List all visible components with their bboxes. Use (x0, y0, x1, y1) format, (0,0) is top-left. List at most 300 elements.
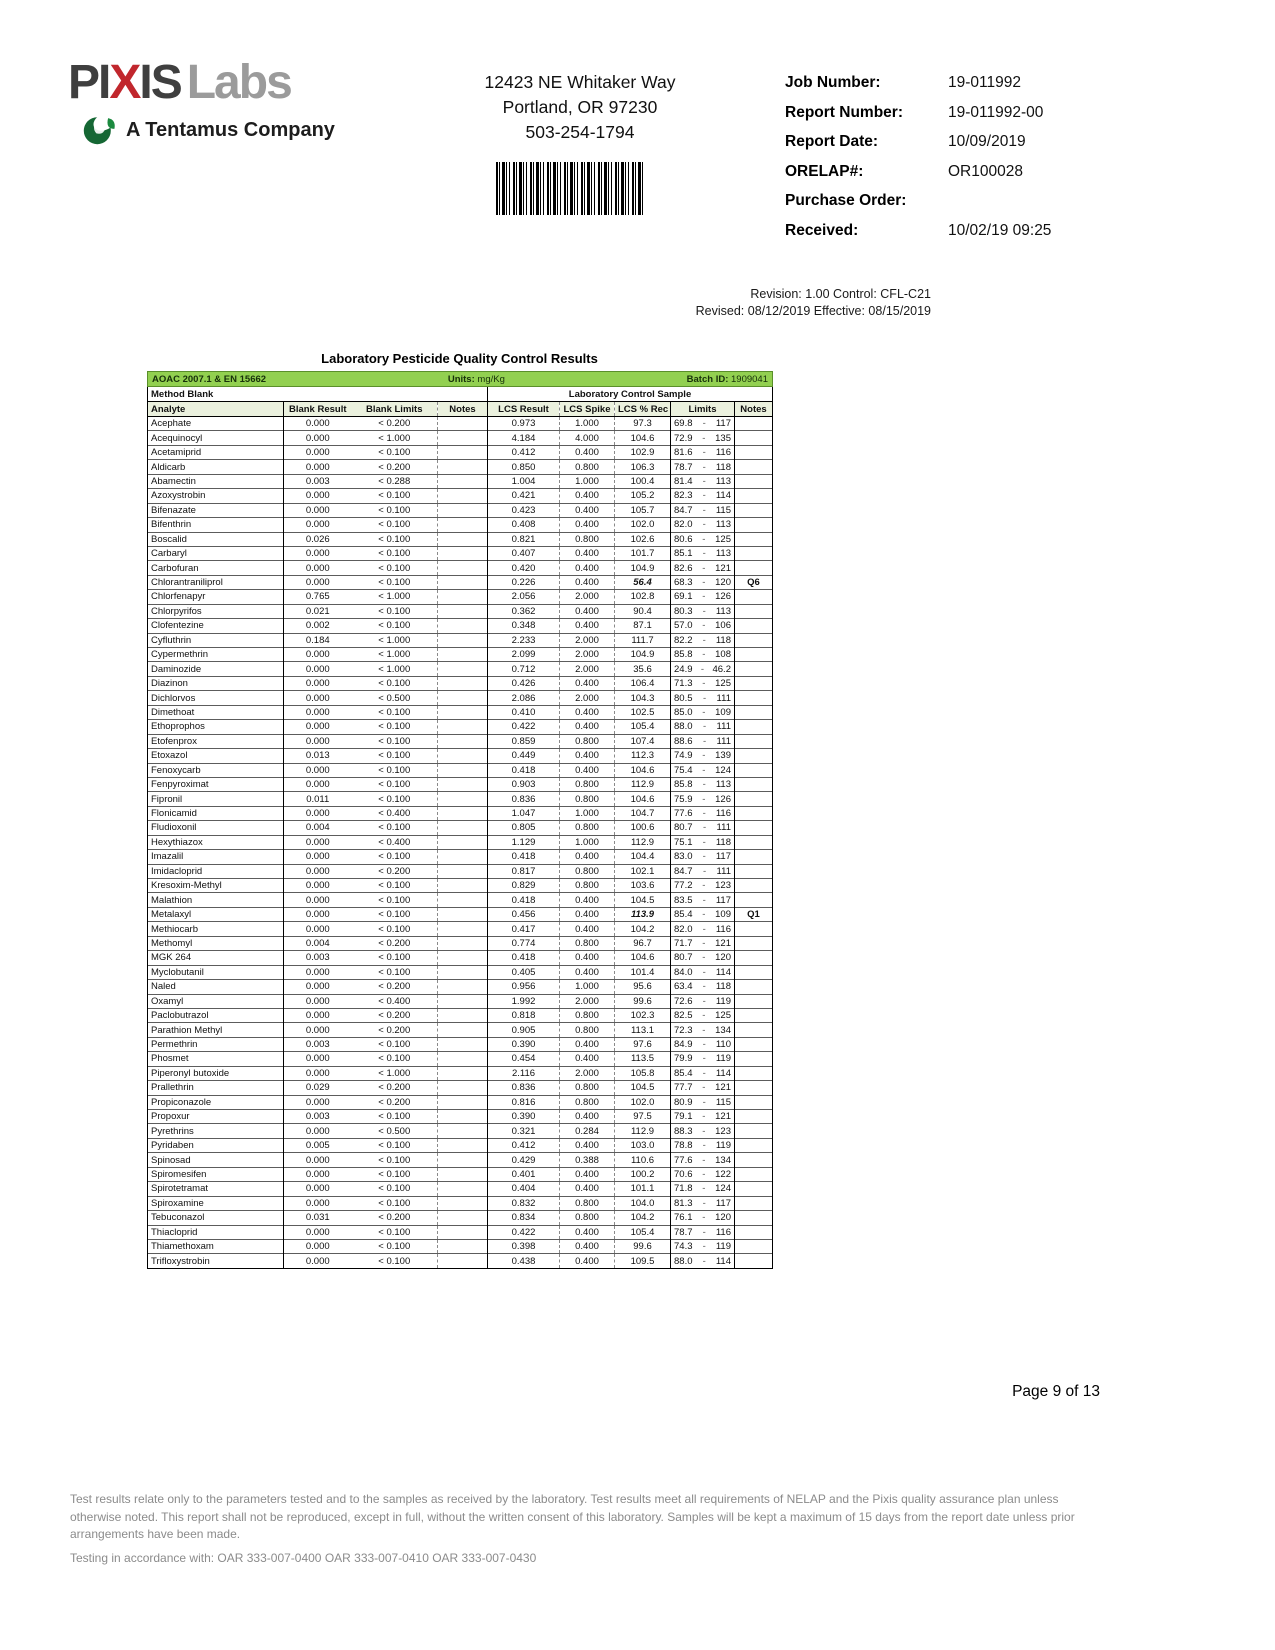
limits-cell (671, 619, 735, 633)
lcs-spike-cell: 0.800 (560, 879, 615, 893)
analyte-cell: Parathion Methyl (148, 1023, 284, 1037)
blank-limits-cell: < 0.100 (352, 546, 438, 560)
blank-result-cell: 0.003 (284, 474, 352, 488)
blank-result-cell: 0.000 (284, 1052, 352, 1066)
blank-limits-cell: < 0.100 (352, 821, 438, 835)
limits-cell (671, 1110, 735, 1124)
lcs-notes-cell (735, 691, 773, 705)
lcs-spike-cell: 0.400 (560, 561, 615, 575)
lcs-result-cell: 0.456 (488, 907, 560, 921)
lcs-spike-cell: 0.400 (560, 1052, 615, 1066)
blank-result-cell: 0.000 (284, 1095, 352, 1109)
blank-notes-cell (438, 734, 488, 748)
lcs-spike-cell: 2.000 (560, 662, 615, 676)
blank-result-cell: 0.000 (284, 907, 352, 921)
blank-limits-cell: < 0.100 (352, 1182, 438, 1196)
lcs-rec-cell: 111.7 (615, 633, 671, 647)
limit-low: 81.3 (674, 1197, 693, 1209)
lcs-spike-cell: 0.400 (560, 1110, 615, 1124)
limits-cell (671, 907, 735, 921)
table-row (148, 546, 773, 560)
limit-high: 114 (715, 1067, 731, 1079)
blank-limits-cell: < 0.200 (352, 980, 438, 994)
limit-high: 117 (715, 1197, 731, 1209)
limit-high: 118 (715, 461, 731, 473)
limit-low: 85.4 (674, 1067, 693, 1079)
blank-result-cell: 0.000 (284, 922, 352, 936)
blank-notes-cell (438, 994, 488, 1008)
blank-notes-cell (438, 546, 488, 560)
lcs-notes-cell (735, 980, 773, 994)
limits-cell (671, 835, 735, 849)
limit-high: 119 (715, 1241, 731, 1253)
blank-result-cell: 0.000 (284, 835, 352, 849)
limit-dash: - (702, 1125, 706, 1137)
blank-notes-cell (438, 532, 488, 546)
limit-dash: - (702, 851, 706, 863)
limit-low: 88.6 (674, 735, 693, 747)
lcs-result-cell: 0.817 (488, 864, 560, 878)
blank-limits-cell: < 0.100 (352, 676, 438, 690)
limit-dash: - (702, 533, 706, 545)
table-row (148, 460, 773, 474)
lcs-notes-cell (735, 922, 773, 936)
blank-limits-cell: < 0.200 (352, 1095, 438, 1109)
table-row (148, 1008, 773, 1022)
blank-result-cell: 0.000 (284, 1239, 352, 1253)
job-number-label: Job Number: (785, 74, 881, 91)
limit-low: 85.8 (674, 649, 693, 661)
blank-notes-cell (438, 575, 488, 589)
limit-high: 118 (715, 634, 731, 646)
lcs-result-cell: 0.398 (488, 1239, 560, 1253)
table-row (148, 619, 773, 633)
lcs-notes-cell (735, 619, 773, 633)
lcs-spike-cell: 2.000 (560, 691, 615, 705)
lcs-result-cell: 0.410 (488, 705, 560, 719)
blank-limits-cell: < 0.100 (352, 749, 438, 763)
lcs-spike-cell: 0.400 (560, 1239, 615, 1253)
lcs-spike-cell: 0.400 (560, 445, 615, 459)
limits-cell (671, 1066, 735, 1080)
lcs-rec-cell: 96.7 (615, 936, 671, 950)
limits-cell (671, 503, 735, 517)
limits-cell (671, 1196, 735, 1210)
blank-result-cell: 0.000 (284, 879, 352, 893)
lcs-rec-cell: 102.5 (615, 705, 671, 719)
limits-cell (671, 691, 735, 705)
lcs-result-cell: 0.850 (488, 460, 560, 474)
limit-dash: - (702, 678, 706, 690)
analyte-cell: Hexythiazox (148, 835, 284, 849)
analyte-cell: Dichlorvos (148, 691, 284, 705)
blank-notes-cell (438, 561, 488, 575)
lcs-rec-cell: 102.1 (615, 864, 671, 878)
col-analyte: Analyte (148, 402, 284, 417)
purchase-order-label: Purchase Order: (785, 192, 907, 209)
limit-low: 72.9 (674, 432, 693, 444)
blank-result-cell: 0.184 (284, 633, 352, 647)
blank-notes-cell (438, 821, 488, 835)
logo-labs: Labs (186, 56, 291, 109)
lcs-result-cell: 0.417 (488, 922, 560, 936)
lcs-result-cell: 0.973 (488, 417, 560, 431)
blank-result-cell: 0.021 (284, 604, 352, 618)
blank-limits-cell: < 0.100 (352, 1239, 438, 1253)
limit-high: 46.2 (712, 663, 731, 675)
lcs-notes-cell (735, 546, 773, 560)
analyte-cell: Thiamethoxam (148, 1239, 284, 1253)
limits-cell (671, 561, 735, 575)
blank-notes-cell (438, 864, 488, 878)
limit-high: 121 (715, 1082, 731, 1094)
lcs-rec-cell: 104.0 (615, 1196, 671, 1210)
lcs-spike-cell: 0.800 (560, 1008, 615, 1022)
blank-limits-cell: < 0.100 (352, 763, 438, 777)
lcs-notes-cell (735, 590, 773, 604)
lcs-spike-cell: 0.800 (560, 532, 615, 546)
limits-cell (671, 1167, 735, 1181)
lcs-spike-cell: 0.800 (560, 460, 615, 474)
limit-high: 111 (716, 822, 731, 834)
limit-dash: - (702, 779, 706, 791)
limit-dash: - (702, 1226, 706, 1238)
analyte-cell: Pyridaben (148, 1138, 284, 1152)
blank-notes-cell (438, 604, 488, 618)
table-row (148, 604, 773, 618)
lcs-spike-cell: 0.800 (560, 1196, 615, 1210)
lcs-spike-cell: 0.400 (560, 604, 615, 618)
limit-high: 111 (716, 721, 731, 733)
received-value: 10/02/19 09:25 (948, 221, 1052, 239)
limit-dash: - (702, 937, 706, 949)
lcs-spike-cell: 0.400 (560, 720, 615, 734)
lcs-rec-cell: 105.4 (615, 1225, 671, 1239)
lcs-spike-cell: 2.000 (560, 633, 615, 647)
limit-low: 71.8 (674, 1183, 693, 1195)
lcs-notes-cell (735, 763, 773, 777)
limit-high: 120 (715, 577, 731, 589)
lcs-spike-cell: 0.400 (560, 489, 615, 503)
lcs-result-cell: 0.712 (488, 662, 560, 676)
limit-high: 119 (715, 1140, 731, 1152)
blank-limits-cell: < 0.100 (352, 561, 438, 575)
analyte-cell: Fipronil (148, 792, 284, 806)
blank-limits-cell: < 0.400 (352, 994, 438, 1008)
limit-low: 83.0 (674, 851, 693, 863)
lcs-notes-cell (735, 648, 773, 662)
analyte-cell: Azoxystrobin (148, 489, 284, 503)
table-row (148, 821, 773, 835)
blank-limits-cell: < 0.100 (352, 619, 438, 633)
received-label: Received: (785, 221, 859, 239)
lcs-result-cell: 0.859 (488, 734, 560, 748)
limits-cell (671, 1239, 735, 1253)
analyte-cell: Bifenthrin (148, 518, 284, 532)
analyte-cell: Kresoxim-Methyl (148, 879, 284, 893)
blank-notes-cell (438, 662, 488, 676)
blank-limits-cell: < 1.000 (352, 431, 438, 445)
col-lcs-spike: LCS Spike (560, 402, 615, 417)
limit-dash: - (702, 504, 706, 516)
limit-low: 77.7 (674, 1082, 693, 1094)
lcs-spike-cell: 0.800 (560, 936, 615, 950)
lcs-result-cell: 2.116 (488, 1066, 560, 1080)
analyte-cell: Propoxur (148, 1110, 284, 1124)
table-row (148, 936, 773, 950)
lcs-notes-cell (735, 850, 773, 864)
blank-limits-cell: < 1.000 (352, 1066, 438, 1080)
lcs-result-cell: 2.056 (488, 590, 560, 604)
lcs-rec-cell: 113.9 (615, 907, 671, 921)
analyte-cell: Myclobutanil (148, 965, 284, 979)
limit-high: 114 (715, 490, 731, 502)
table-row (148, 1254, 773, 1268)
blank-notes-cell (438, 489, 488, 503)
blank-notes-cell (438, 922, 488, 936)
blank-notes-cell (438, 1110, 488, 1124)
blank-limits-cell: < 0.100 (352, 1196, 438, 1210)
limits-cell (671, 951, 735, 965)
lcs-rec-cell: 105.7 (615, 503, 671, 517)
lcs-spike-cell: 0.400 (560, 1182, 615, 1196)
analyte-cell: Methiocarb (148, 922, 284, 936)
limits-cell (671, 1023, 735, 1037)
lab-address-block (440, 70, 720, 145)
analyte-cell: Bifenazate (148, 503, 284, 517)
blank-notes-cell (438, 907, 488, 921)
lcs-notes-cell (735, 1066, 773, 1080)
blank-limits-cell: < 0.200 (352, 460, 438, 474)
lcs-result-cell: 2.099 (488, 648, 560, 662)
blank-limits-cell: < 0.100 (352, 489, 438, 503)
col-lcs-result: LCS Result (488, 402, 560, 417)
table-row (148, 980, 773, 994)
limit-low: 77.2 (674, 880, 693, 892)
limit-high: 134 (715, 1154, 731, 1166)
blank-notes-cell (438, 951, 488, 965)
limit-high: 108 (715, 649, 731, 661)
lcs-result-cell: 0.407 (488, 546, 560, 560)
lcs-rec-cell: 104.6 (615, 763, 671, 777)
blank-notes-cell (438, 474, 488, 488)
table-row (148, 590, 773, 604)
lcs-rec-cell: 104.6 (615, 951, 671, 965)
blank-notes-cell (438, 431, 488, 445)
lcs-rec-cell: 97.6 (615, 1037, 671, 1051)
table-row (148, 417, 773, 431)
lcs-rec-cell: 104.6 (615, 792, 671, 806)
lcs-spike-cell: 2.000 (560, 648, 615, 662)
blank-limits-cell: < 0.100 (352, 1037, 438, 1051)
lcs-rec-cell: 101.4 (615, 965, 671, 979)
lcs-spike-cell: 0.800 (560, 1023, 615, 1037)
limits-cell (671, 965, 735, 979)
limit-dash: - (702, 1010, 706, 1022)
limits-cell (671, 633, 735, 647)
blank-limits-cell: < 1.000 (352, 648, 438, 662)
lcs-rec-cell: 104.6 (615, 431, 671, 445)
blank-limits-cell: < 0.100 (352, 1167, 438, 1181)
blank-notes-cell (438, 1254, 488, 1268)
limit-high: 125 (715, 678, 731, 690)
blank-notes-cell (438, 936, 488, 950)
qc-results-table (147, 371, 773, 1269)
lcs-notes-cell (735, 936, 773, 950)
lcs-notes-cell: Q6 (735, 575, 773, 589)
blank-notes-cell (438, 850, 488, 864)
lcs-result-cell: 0.805 (488, 821, 560, 835)
limit-dash: - (702, 591, 706, 603)
limit-dash: - (702, 880, 706, 892)
lcs-spike-cell: 0.400 (560, 518, 615, 532)
qc-table-body (148, 372, 773, 1269)
disclaimer-text: Test results relate only to the parameters tested and to the samples as received by the laboratory. Test results meet all requirements of NELAP and the Pixis quality assurance plan unless otherwise noted. This report shall not be reproduced, except in full, without the written consent of this laboratory. Samples will be kept a maximum of 15 days from the report date unless prior arrangements have been made. (70, 1492, 1075, 1541)
blank-limits-cell: < 0.100 (352, 879, 438, 893)
limit-high: 119 (715, 995, 731, 1007)
lcs-rec-cell: 102.0 (615, 518, 671, 532)
lcs-rec-cell: 101.1 (615, 1182, 671, 1196)
blank-result-cell: 0.005 (284, 1138, 352, 1152)
limit-dash: - (702, 1212, 706, 1224)
limit-dash: - (702, 519, 706, 531)
limit-low: 84.0 (674, 966, 693, 978)
blank-limits-cell: < 0.100 (352, 907, 438, 921)
blank-result-cell: 0.029 (284, 1081, 352, 1095)
limit-high: 110 (715, 1039, 731, 1051)
blank-result-cell: 0.000 (284, 1153, 352, 1167)
analyte-cell: Chlorpyrifos (148, 604, 284, 618)
lcs-notes-cell (735, 734, 773, 748)
limit-dash: - (702, 1067, 706, 1079)
method-name: AOAC 2007.1 & EN 15662 (152, 373, 267, 385)
limit-low: 57.0 (674, 620, 693, 632)
limit-dash: - (702, 605, 706, 617)
limit-high: 123 (715, 880, 731, 892)
lcs-rec-cell: 102.0 (615, 1095, 671, 1109)
lcs-notes-cell (735, 1023, 773, 1037)
lcs-result-cell: 0.418 (488, 763, 560, 777)
blank-result-cell: 0.000 (284, 994, 352, 1008)
lcs-spike-cell: 0.800 (560, 777, 615, 791)
lcs-rec-cell: 112.9 (615, 1124, 671, 1138)
blank-limits-cell: < 0.100 (352, 922, 438, 936)
lcs-result-cell: 0.832 (488, 1196, 560, 1210)
limit-low: 75.1 (674, 836, 693, 848)
blank-notes-cell (438, 445, 488, 459)
table-row (148, 532, 773, 546)
blank-result-cell: 0.004 (284, 936, 352, 950)
limit-low: 82.5 (674, 1010, 693, 1022)
lcs-rec-cell: 102.9 (615, 445, 671, 459)
analyte-cell: Pyrethrins (148, 1124, 284, 1138)
limit-dash: - (702, 692, 707, 704)
limit-high: 116 (715, 923, 731, 935)
report-number-value: 19-011992-00 (948, 103, 1044, 121)
blank-notes-cell (438, 1239, 488, 1253)
blank-notes-cell (438, 806, 488, 820)
limit-low: 83.5 (674, 894, 693, 906)
lcs-rec-cell: 105.4 (615, 720, 671, 734)
blank-limits-cell: < 0.200 (352, 1081, 438, 1095)
analyte-cell: Carbofuran (148, 561, 284, 575)
blank-result-cell: 0.000 (284, 676, 352, 690)
accordance-text: Testing in accordance with: OAR 333-007-0400 OAR 333-007-0410 OAR 333-007-0430 (70, 1551, 537, 1565)
lcs-rec-cell: 97.3 (615, 417, 671, 431)
address-line1: 12423 NE Whitaker Way (484, 72, 676, 92)
blank-result-cell: 0.000 (284, 489, 352, 503)
limit-low: 80.9 (674, 1096, 693, 1108)
lcs-result-cell: 0.903 (488, 777, 560, 791)
lcs-rec-cell: 112.3 (615, 749, 671, 763)
analyte-cell: Fenpyroximat (148, 777, 284, 791)
limit-dash: - (702, 721, 707, 733)
blank-limits-cell: < 0.100 (352, 604, 438, 618)
report-date-value: 10/09/2019 (948, 133, 1026, 150)
analyte-cell: Prallethrin (148, 1081, 284, 1095)
limit-dash: - (702, 865, 707, 877)
limit-low: 24.9 (674, 663, 693, 675)
blank-notes-cell (438, 1167, 488, 1181)
analyte-cell: Phosmet (148, 1052, 284, 1066)
analyte-cell: Permethrin (148, 1037, 284, 1051)
lcs-notes-cell: Q1 (735, 907, 773, 921)
lcs-notes-cell (735, 1167, 773, 1181)
table-row (148, 835, 773, 849)
analyte-cell: Paclobutrazol (148, 1008, 284, 1022)
blank-notes-cell (438, 705, 488, 719)
limit-low: 77.6 (674, 1154, 693, 1166)
lcs-spike-cell: 2.000 (560, 590, 615, 604)
blank-notes-cell (438, 590, 488, 604)
blank-notes-cell (438, 503, 488, 517)
lcs-notes-cell (735, 965, 773, 979)
lcs-notes-cell (735, 994, 773, 1008)
lcs-rec-cell: 97.5 (615, 1110, 671, 1124)
blank-limits-cell: < 0.100 (352, 734, 438, 748)
limits-cell (671, 763, 735, 777)
table-title: Laboratory Pesticide Quality Control Results (321, 351, 598, 366)
table-row (148, 1138, 773, 1152)
lcs-notes-cell (735, 489, 773, 503)
table-row (148, 763, 773, 777)
table-row (148, 893, 773, 907)
analyte-cell: Ethoprophos (148, 720, 284, 734)
limit-high: 111 (716, 692, 731, 704)
lcs-notes-cell (735, 1196, 773, 1210)
blank-limits-cell: < 0.100 (352, 445, 438, 459)
lcs-rec-cell: 107.4 (615, 734, 671, 748)
analyte-cell: Oxamyl (148, 994, 284, 1008)
lcs-notes-cell (735, 1254, 773, 1268)
lcs-result-cell: 0.449 (488, 749, 560, 763)
limit-low: 88.3 (674, 1125, 693, 1137)
limit-low: 81.4 (674, 475, 693, 487)
table-row (148, 503, 773, 517)
blank-limits-cell: < 0.100 (352, 518, 438, 532)
limit-high: 126 (715, 793, 731, 805)
blank-notes-cell (438, 763, 488, 777)
lcs-spike-cell: 0.800 (560, 1211, 615, 1225)
limits-cell (671, 1254, 735, 1268)
blank-limits-cell: < 0.288 (352, 474, 438, 488)
lcs-rec-cell: 104.4 (615, 850, 671, 864)
lcs-spike-cell: 0.400 (560, 1225, 615, 1239)
limit-dash: - (702, 620, 706, 632)
lcs-result-cell: 0.420 (488, 561, 560, 575)
table-row (148, 1023, 773, 1037)
limit-low: 80.5 (674, 692, 693, 704)
